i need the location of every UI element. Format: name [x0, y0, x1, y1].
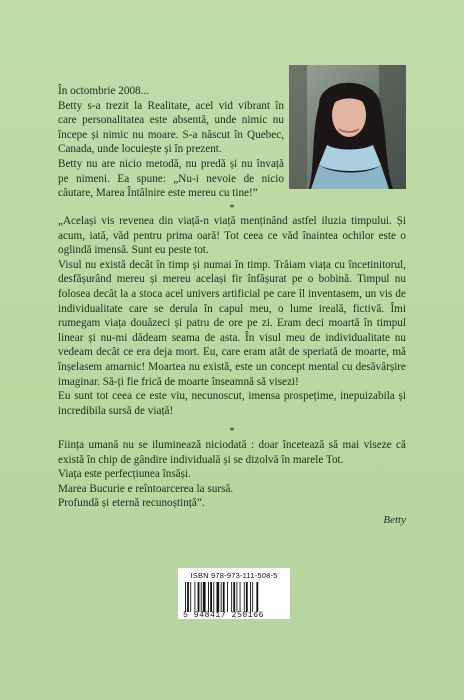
barcode-bar: [252, 582, 253, 612]
barcode-bar: [244, 582, 245, 612]
paragraph-1: „Același vis revenea din viață-n viață menținând astfel iluzia timpului. Și acum, iată, văd pentru prima oară! Tot ceea ce văd înaintea ochilor este o oglindă imensă. Sunt eu peste tot.: [58, 215, 406, 257]
separator-star-2: *: [229, 426, 235, 437]
author-photo: [289, 65, 406, 189]
barcode-bar: [231, 582, 232, 612]
intro-bio: Betty s-a trezit la Realitate, acel vid vibrant în care personalitatea este absentă, unde nimic nu începe și nimic nu moare. S-a născut în Quebec, Canada, unde locuiește și în prezent.: [58, 99, 284, 156]
barcode-bar: [223, 582, 225, 612]
barcode-bar: [203, 582, 206, 612]
barcode-bar: [194, 582, 195, 612]
isbn-text: ISBN 978-973-111-508-5: [190, 571, 278, 580]
barcode-bar: [256, 582, 258, 612]
barcode-bar: [198, 582, 200, 612]
barcode-bar: [236, 582, 237, 612]
barcode-icon: [183, 582, 285, 612]
intro-date-line: În octombrie 2008...: [58, 85, 150, 97]
closing-text: [58, 438, 406, 511]
barcode-bar: [233, 582, 235, 612]
closing-line-4: Profundă și eternă recunoștință”.: [58, 497, 205, 510]
separator-star-1: *: [229, 203, 235, 214]
barcode-bar: [213, 582, 214, 612]
isbn-barcode: [178, 568, 290, 619]
barcode-bar: [250, 582, 251, 612]
barcode-bar: [240, 582, 241, 612]
closing-line-3: Marea Bucurie e reîntoarcerea la sursă.: [58, 482, 234, 495]
barcode-bar: [221, 582, 222, 612]
main-quote: [58, 214, 406, 418]
intro-quote: Betty nu are nicio metodă, nu predă și nu învață pe nimeni. Ea spune: „Nu-i nevoie de nicio căutare, Marea Întâlnire este mereu cu tine!”: [58, 157, 284, 200]
author-intro: [58, 84, 284, 201]
barcode-bar: [217, 582, 220, 612]
barcode-bar: [246, 582, 248, 612]
barcode-bar: [201, 582, 202, 612]
paragraph-3: Eu sunt tot ceea ce este viu, necunoscut, imensa prospețime, inepuizabila și incredibila sursă de viață!: [58, 390, 406, 417]
signature: Betty: [383, 514, 406, 526]
barcode-bar: [185, 582, 186, 612]
closing-line-2: Viața este perfecțiunea însăși.: [58, 468, 191, 481]
barcode-bar: [208, 582, 209, 612]
barcode-bar: [210, 582, 212, 612]
paragraph-2: Visul nu există decât în timp și numai în timp. Trăiam viața cu încetinitorul, desfășurând mereu și mereu același fir înfășurat pe o bobină. Timpul nu folosea decât la a stoca acel univers artificial pe care îl inventasem, un vis de individualitate care se derula în capul meu, o lume ireală, fictivă. Îmi rumegam viața douăzeci și patru de ore pe zi. Eram deci moartă în timpul linear și nu-mi dădeam seama de asta. În visul meu de individualitate nu vedeam decât ce era deja mort. Eu, care eram atât de speriată de moarte, mă înșelasem amarnic! Moartea nu există, este un concept mental cu desăvârșire imaginar. Să-ți fie frică de moarte înseamnă să visezi!: [58, 258, 406, 388]
barcode-bar: [190, 582, 191, 612]
closing-line-1: Ființa umană nu se iluminează niciodată : doar încetează să mai viseze că există în chip de gândire individuală și se dizolvă în marele Tot.: [58, 439, 406, 466]
author-portrait-icon: [289, 65, 406, 189]
barcode-digits: 5 948417 250166: [183, 611, 265, 620]
barcode-bar: [187, 582, 189, 612]
barcode-bar: [227, 582, 228, 612]
